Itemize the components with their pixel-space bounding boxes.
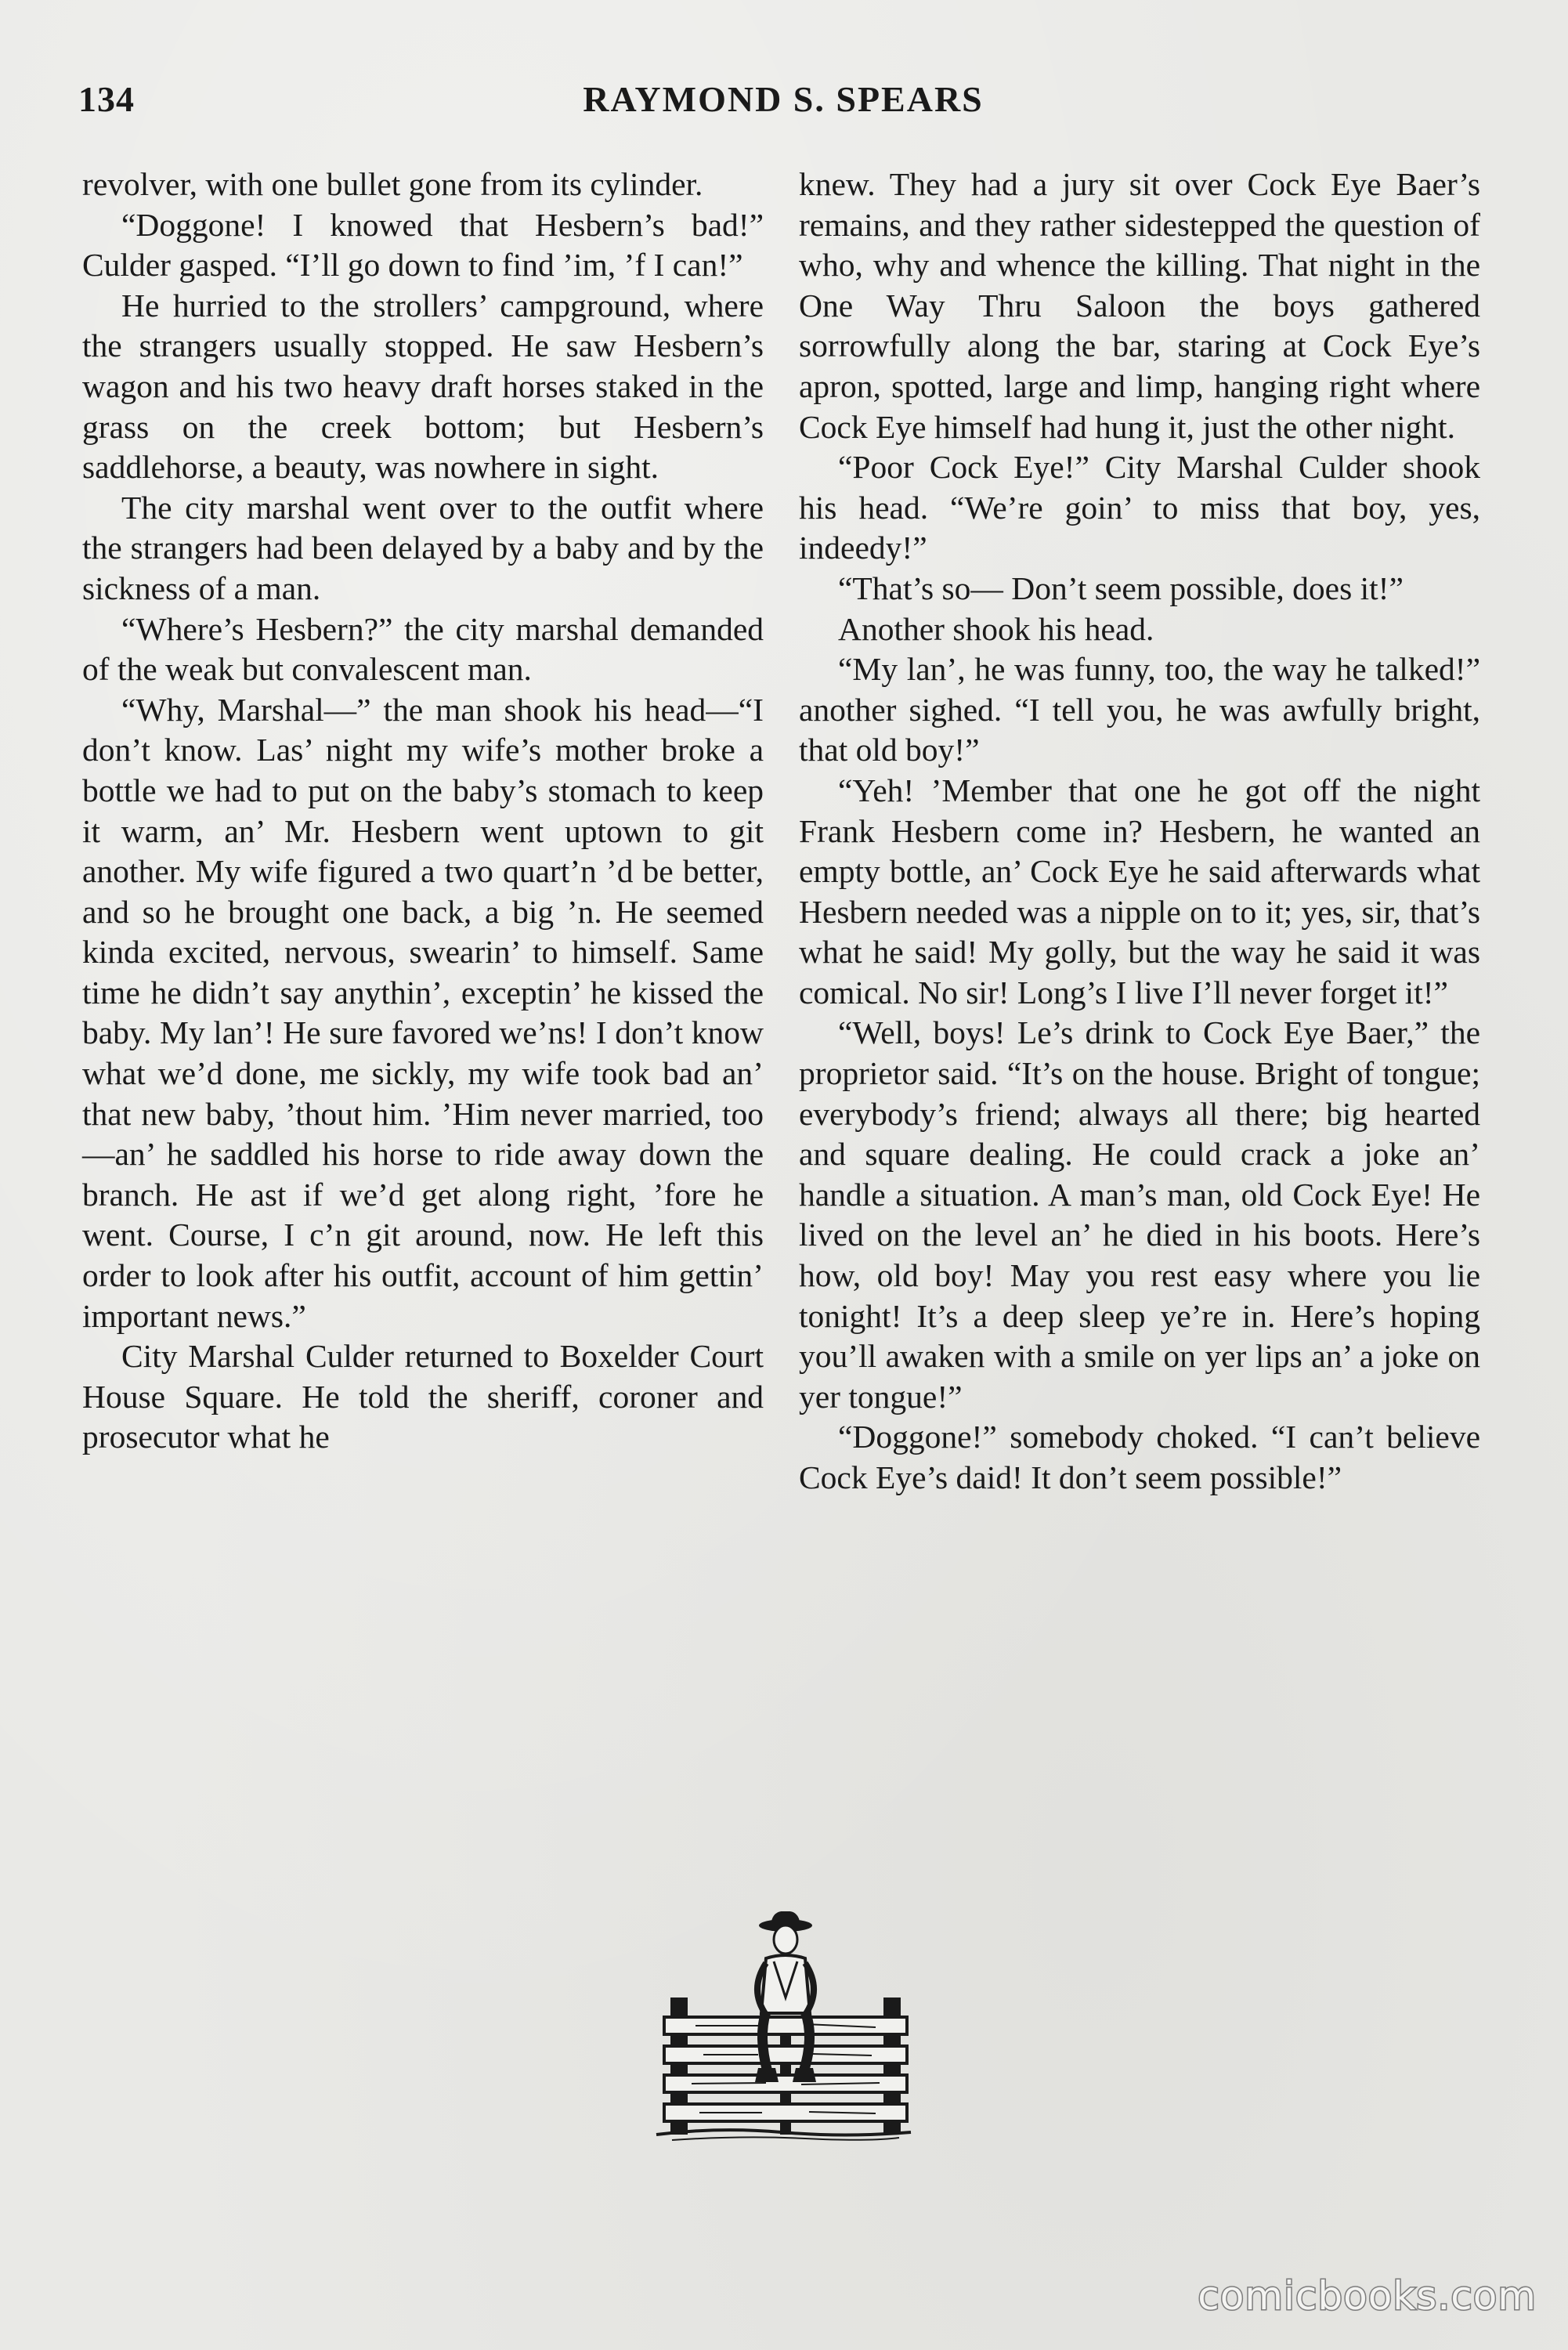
paragraph: Another shook his head. bbox=[838, 610, 1154, 647]
paragraph: The city marshal went over to the outfit where the strangers had been delayed by a baby and by the sickness of a man. bbox=[82, 489, 764, 606]
right-column bbox=[799, 164, 1480, 1499]
paragraph: revolver, with one bullet gone from its cylinder. bbox=[82, 166, 703, 202]
paragraph: He hurried to the strollers’ campground, where the strangers usually stopped. He saw Hesbern’s wagon and his two heavy draft horses staked in the grass on the creek bottom; but Hesbern’s saddlehorse, a beauty, was nowhere in sight. bbox=[82, 287, 764, 486]
page-number: 134 bbox=[78, 79, 135, 119]
paragraph: “Where’s Hesbern?” the city marshal demanded of the weak but convalescent man. bbox=[82, 610, 764, 688]
watermark: comicbooks.com bbox=[1198, 2273, 1537, 2319]
left-column bbox=[82, 164, 764, 1458]
paragraph: “Doggone! I knowed that Hesbern’s bad!” Culder gasped. “I’ll go down to find ’im, ’f I can!” bbox=[82, 206, 764, 284]
paragraph: “Poor Cock Eye!” City Marshal Culder shook his head. “We’re goin’ to miss that boy, yes, indeedy!” bbox=[799, 449, 1480, 566]
paragraph: “Why, Marshal—” the man shook his head—“I don’t know. Las’ night my wife’s mother broke a bottle we had to put on the baby’s stomach to keep it warm, an’ Mr. Hesbern went uptown to git another. My wife figured a two quart’n ’d be better, and so he brought one back, a big ’n. He seemed kinda excited, nervous, swearin’ to himself. Same time he didn’t say anythin’, exceptin’ he kissed the baby. My lan’! He sure favored we’ns! I don’t know what we’d done, me sickly, my wife took bad an’ that new baby, ’thout him. ’Him never married, too—an’ he saddled his horse to ride away down the branch. He ast if we’d get along right, ’fore he went. Course, I c’n git around, now. He left this order to look after his outfit, account of him gettin’ important news.” bbox=[82, 691, 764, 1334]
page-header bbox=[78, 78, 1488, 125]
paragraph: knew. They had a jury sit over Cock Eye Baer’s remains, and they rather sidestepped the question of who, why and whence the killing. That night in the One Way Thru Saloon the boys gathered sorrowfully along the bar, staring at Cock Eye’s apron, spotted, large and limp, hanging right where Cock Eye himself had hung it, just the other night. bbox=[799, 166, 1480, 445]
paragraph: “That’s so— Don’t seem possible, does it!” bbox=[838, 569, 1404, 606]
paragraph: City Marshal Culder returned to Boxelder Court House Square. He told the sheriff, coroner and prosecutor what he bbox=[82, 1338, 764, 1455]
paragraph: “Well, boys! Le’s drink to Cock Eye Baer,” the proprietor said. “It’s on the house. Bright of tongue; everybody’s friend; always all there; big hearted and square dealing. He could crack a joke an’ handle a situation. A man’s man, old Cock Eye! He lived on the level an’ he died in his boots. Here’s how, old boy! May you rest easy where you lie tonight! It’s a deep sleep ye’re in. Here’s hoping you’ll awaken with a smile on yer lips an’ a joke on yer tongue!” bbox=[799, 1014, 1480, 1415]
paragraph: “My lan’, he was funny, too, the way he talked!” another sighed. “I tell you, he was awfully bright, that old boy!” bbox=[799, 651, 1480, 768]
running-head: RAYMOND S. SPEARS bbox=[583, 79, 984, 119]
paragraph: “Doggone!” somebody choked. “I can’t believe Cock Eye’s daid! It don’t seem possible!” bbox=[799, 1419, 1480, 1495]
paragraph: “Yeh! ’Member that one he got off the night Frank Hesbern come in? Hesbern, he wanted an empty bottle, an’ Cock Eye he said afterwards what Hesbern needed was a nipple on to it; yes, sir, that’s what he said! My golly, but the way he said it was comical. No sir! Long’s I live I’ll never forget it!” bbox=[799, 772, 1480, 1010]
cowboy-on-fence-icon bbox=[649, 1911, 919, 2146]
